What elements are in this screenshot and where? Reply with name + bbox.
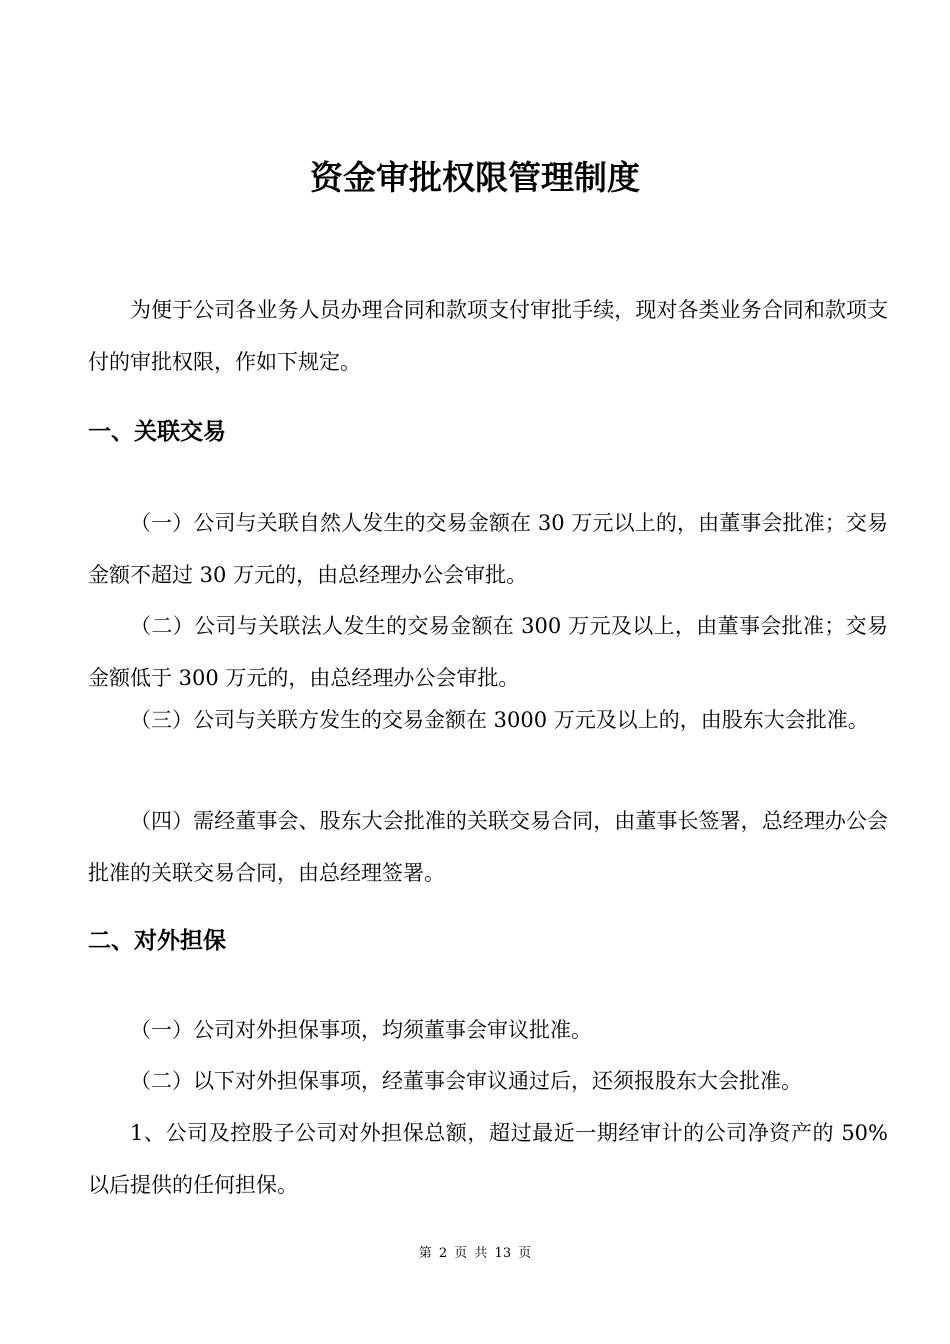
intro-paragraph: 为便于公司各业务人员办理合同和款项支付审批手续，现对各类业务合同和款项支付的审批权限，作如下规定。 <box>88 298 888 374</box>
paragraph: （二）公司与关联法人发生的交易金额在 300 万元及以上，由董事会批准；交易金额低于 300 万元的，由总经理办公会审批。 <box>88 614 888 690</box>
paragraph: （一）公司对外担保事项，均须董事会审议批准。 <box>130 1018 592 1042</box>
section-heading-external-guarantee: 二、对外担保 <box>88 928 226 954</box>
page-footer: 第 2 页 共 13 页 <box>418 1246 532 1261</box>
document-title: 资金审批权限管理制度 <box>310 158 640 197</box>
section-heading-related-transactions: 一、关联交易 <box>88 419 226 445</box>
paragraph: （二）以下对外担保事项，经董事会审议通过后，还须报股东大会批准。 <box>130 1069 802 1093</box>
paragraph: （三）公司与关联方发生的交易金额在 3000 万元及以上的，由股东大会批准。 <box>130 708 869 732</box>
paragraph: （一）公司与关联自然人发生的交易金额在 30 万元以上的，由董事会批准；交易金额不超过 30 万元的，由总经理办公会审批。 <box>88 511 888 587</box>
paragraph: 1、公司及控股子公司对外担保总额，超过最近一期经审计的公司净资产的 50%以后提供的任何担保。 <box>88 1121 888 1197</box>
paragraph: （四）需经董事会、股东大会批准的关联交易合同，由董事长签署，总经理办公会批准的关联交易合同，由总经理签署。 <box>88 809 888 885</box>
